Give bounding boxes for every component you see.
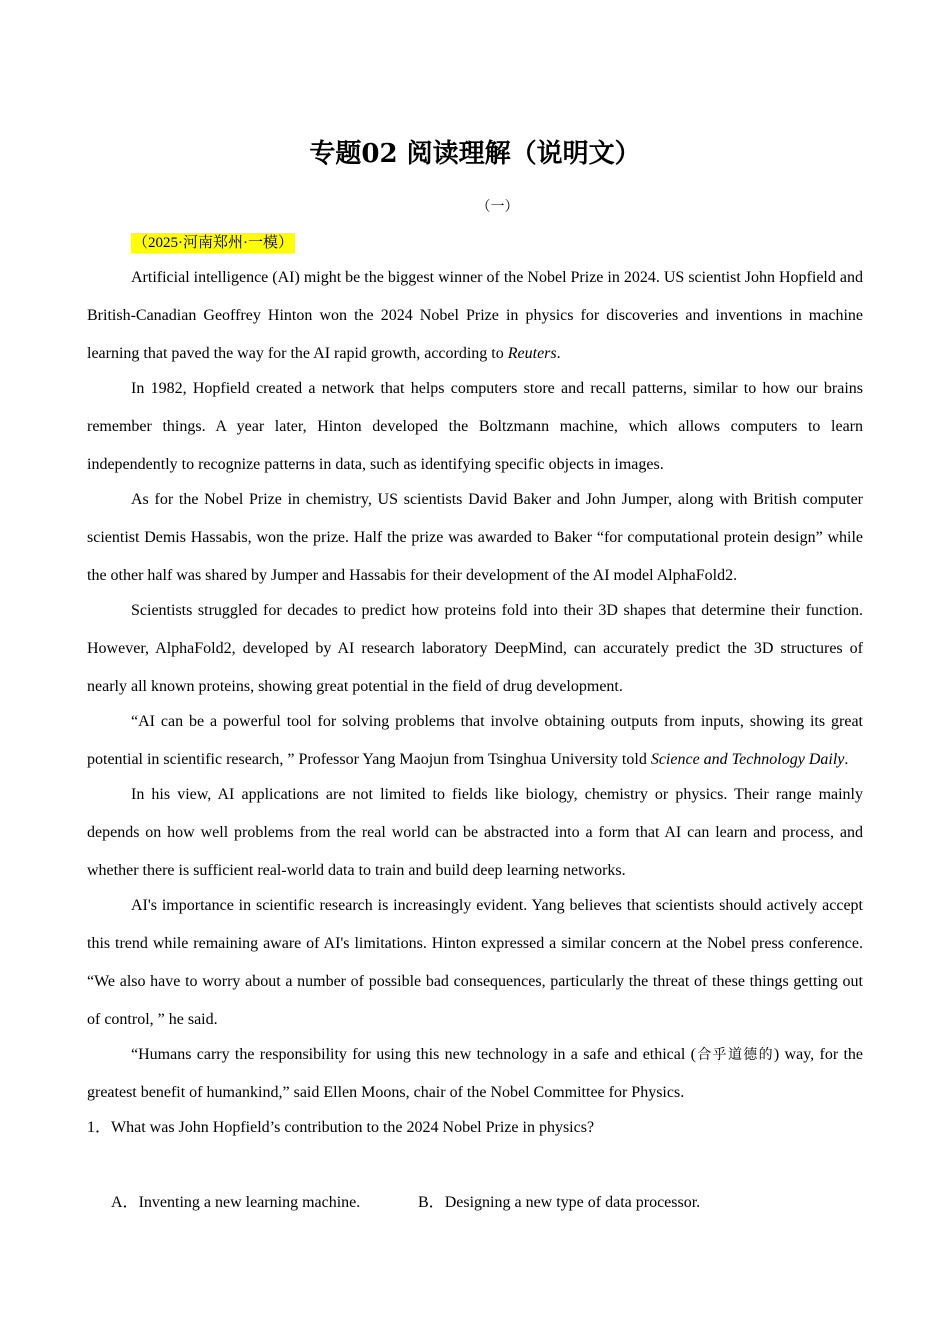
- option-b-text: Designing a new type of data processor.: [444, 1194, 701, 1211]
- paragraph-7: AI's importance in scientific research is increasingly evident. Yang believes that scientists should actively accept this trend while remaining aware of AI's limitations. Hinton expressed a similar concern at the Nobel press conference. “We also have to worry about a number of possible bad consequences, particularly the threat of these things getting out of control, ” he said.: [87, 897, 863, 1028]
- paragraph-1: [87, 259, 863, 373]
- source-publication: Reuters: [507, 345, 557, 362]
- paragraph-4: Scientists struggled for decades to predict how proteins fold into their 3D shapes that determine their function. However, AlphaFold2, developed by AI research laboratory DeepMind, can accurately predict the 3D structures of nearly all known proteins, showing great potential in the field of drug development.: [87, 602, 863, 695]
- paragraph-5: [87, 703, 863, 779]
- paragraph-8: [87, 1036, 863, 1112]
- paragraph-8-after: ) way, for the greatest benefit of humankind,” said Ellen Moons, chair of the Nobel Committee for Physics.: [87, 1046, 864, 1101]
- paragraph-1-text: Artificial intelligence (AI) might be the biggest winner of the Nobel Prize in 2024. US scientist John Hopfield and British-Canadian Geoffrey Hinton won the 2024 Nobel Prize in physics for discoveries and inventions in machine learning that paved the way for the AI rapid growth, according to: [87, 269, 863, 362]
- question-text: What was John Hopfield’s contribution to the 2024 Nobel Prize in physics?: [111, 1119, 595, 1136]
- section-number: （一）: [476, 200, 519, 215]
- option-b-label: B．: [418, 1194, 445, 1211]
- paragraph-2: In 1982, Hopfield created a network that helps computers store and recall patterns, similar to how our brains remember things. A year later, Hinton developed the Boltzmann machine, which allows computers to learn independently to recognize patterns in data, such as identifying specific objects in images.: [87, 380, 863, 473]
- page-title: 专题02 阅读理解（说明文）: [309, 139, 641, 169]
- paragraph-5-text: “AI can be a powerful tool for solving problems that involve obtaining outputs from inputs, showing its great potential in scientific research, ” Professor Yang Maojun from Tsinghua University told: [87, 713, 863, 768]
- question-1: [87, 1109, 863, 1147]
- paragraph-1-end: .: [556, 345, 561, 362]
- option-a-label: A．: [111, 1194, 139, 1211]
- paragraph-5-end: .: [844, 751, 849, 768]
- option-b: [418, 1184, 700, 1222]
- paragraph-3: As for the Nobel Prize in chemistry, US scientists David Baker and John Jumper, along with British computer scientist Demis Hassabis, won the prize. Half the prize was awarded to Baker “for computational protein design” while the other half was shared by Jumper and Hassabis for their development of the AI model AlphaFold2.: [87, 491, 863, 584]
- paragraph-8-before: “Humans carry the responsibility for using this new technology in a safe and ethical (: [131, 1046, 696, 1063]
- question-number: 1．: [87, 1119, 112, 1136]
- chinese-gloss: 合乎道德的: [695, 1047, 774, 1063]
- question-1-options: [111, 1184, 701, 1222]
- source-tag: （2025·河南郑州·一模）: [133, 235, 293, 251]
- reading-passage: [87, 259, 863, 1144]
- paragraph-6: In his view, AI applications are not limited to fields like biology, chemistry or physics. Their range mainly depends on how well problems from the real world can be abstracted into a form that AI can learn and process, and whether there is sufficient real-world data to train and build deep learning networks.: [87, 786, 863, 879]
- option-a-text: Inventing a new learning machine.: [138, 1194, 361, 1211]
- newspaper-name: Science and Technology Daily: [650, 751, 845, 768]
- option-a: [111, 1184, 360, 1222]
